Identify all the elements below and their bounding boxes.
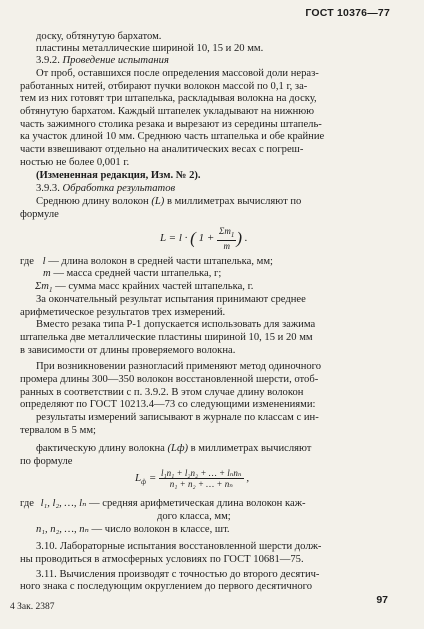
edition-note: (Измененная редакция, Изм. № 2). <box>36 170 201 181</box>
variable-def: m — масса средней части штапелька, г; <box>43 268 222 279</box>
text-line: определяют по ГОСТ 10213.4—73 со следующими изменениями: <box>20 399 316 410</box>
text-line: ны проводиться в атмосферных условиях по ГОСТ 10681—75. <box>20 554 304 565</box>
text-line: фактическую длину волокна (Lф) в миллиметрах вычисляют <box>36 443 312 454</box>
text-line: арифметическое результатов трех измерений. <box>20 307 226 318</box>
text-line: доску, обтянутую бархатом. <box>36 31 162 42</box>
text-line: тем из них готовят три штапелька, раскладывая волокна на доску, <box>20 93 317 104</box>
page-header: ГОСТ 10376—77 <box>305 7 390 19</box>
text-line: При возникновении разногласий применяют метод одиночного <box>36 361 322 372</box>
text-line: результаты измерений записывают в журнале по классам с ин- <box>36 412 319 423</box>
section-heading: 3.9.3. Обработка результатов <box>36 183 176 194</box>
formula-mean-length: L = l · ( 1 + $\frac{\Sigma m_1}{m}$ ) . <box>160 226 248 251</box>
text-line: ка участок длиной 10 мм. Среднюю часть штапелька и обе крайние <box>20 131 325 142</box>
text-line: формуле <box>20 209 59 220</box>
text-line: часть зажимного столика резака и вырезают из середины штапель- <box>20 119 322 130</box>
text-line: в зависимости от длины проверяемого волокна. <box>20 345 236 356</box>
text-line: Среднюю длину волокон (L) в миллиметрах вычисляют по <box>36 196 302 207</box>
text-line: штапелька две металлические пластины шириной 10, 15 и 20 мм <box>20 332 313 343</box>
variable-def: где l — длина волокон в средней части штапелька, мм; <box>20 256 273 267</box>
text-line: ранных в соответствии с п. 3.9.2. В этом случае длину волокон <box>20 387 304 398</box>
text-line: 3.10. Лабораторные испытания восстановленной шерсти долж- <box>36 541 322 552</box>
text-line: Вместо резака типа Р-1 допускается использовать для зажима <box>36 319 316 330</box>
text-line: части взвешивают отдельно на аналитических весах с погреш- <box>20 144 304 155</box>
text-line: пластины металлические шириной 10, 15 и 20 мм. <box>36 43 264 54</box>
text-line: ностью не более 0,001 г. <box>20 157 130 168</box>
text-line: работанных нитей, отбирают пучки волокон массой по 0,1 г, за- <box>20 81 308 92</box>
text-line: 3.11. Вычисления производят с точностью до второго десятич- <box>36 569 320 580</box>
text-line: За окончательный результат испытания принимают среднее <box>36 294 306 305</box>
variable-def: $\Sigma m_1$ — сумма масс крайних частей штапелька, г. <box>35 281 254 295</box>
section-heading: 3.9.2. Проведение испытания <box>36 55 169 66</box>
text-line: ного знака с последующим округлением до первого десятичного <box>20 581 313 592</box>
page-number: 97 <box>376 594 388 606</box>
text-line: по формуле <box>20 456 73 467</box>
text-line: промера длины 300—350 волокон восстановленной шерсти, отоб- <box>20 374 319 385</box>
variable-def: n₁, n₂, …, nₙ — число волокон в классе, шт. <box>36 524 230 535</box>
text-line: От проб, оставшихся после определения массовой доли нераз- <box>36 68 319 79</box>
print-order: 4 Зак. 2387 <box>10 602 55 612</box>
text-line: тервалом в 5 мм; <box>20 425 96 436</box>
variable-def: где l₁, l₂, …, lₙ — средняя арифметическая длина волокон каж- <box>20 498 306 509</box>
text-line: обтянутую бархатом. Каждый штапелек укладывают на нижнюю <box>20 106 315 117</box>
variable-def: дого класса, мм; <box>157 511 231 522</box>
formula-actual-length: $L_ф$ = $\frac{\text{l₁n₁ + l₂n₂ + … + lₙnₙ}}{\text{n₁ + n₂ + … + nₙ}}$ , <box>135 468 250 489</box>
